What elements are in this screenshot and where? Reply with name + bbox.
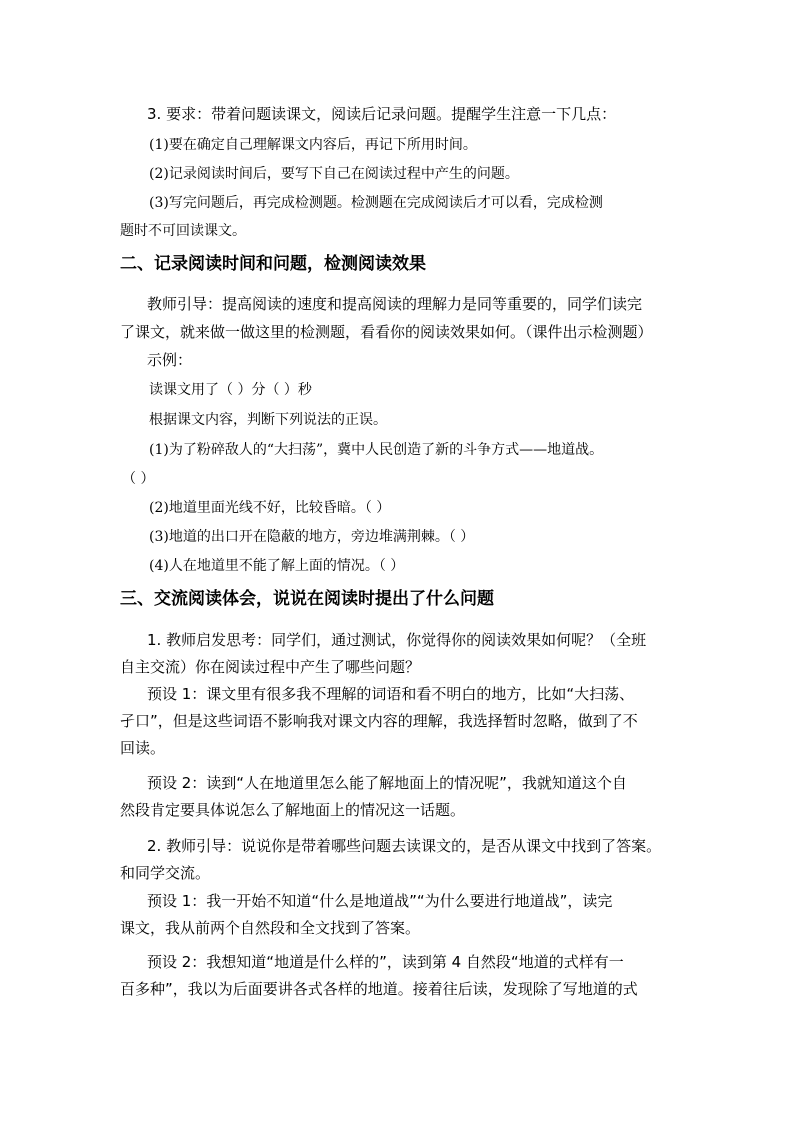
note-item-2: (2)记录阅读时间后，要写下自己在阅读过程中产生的问题。 (149, 166, 519, 182)
section-heading-2: 二、记录阅读时间和问题，检测阅读效果 (120, 254, 426, 274)
paragraph-line: 了课文，就来做一做这里的检测题，看看你的阅读效果如何。（课件出示检测题） (120, 323, 653, 341)
paragraph-line: 课文，我从前两个自然段和全文找到了答案。 (120, 919, 421, 937)
note-item-3-cont: 题时不可回读课文。 (120, 223, 246, 239)
preset-1: 预设 1：课文里有很多我不理解的词语和看不明白的地方，比如“大扫荡、 (147, 685, 635, 703)
preset-2: 预设 2：读到“人在地道里怎么能了解地面上的情况呢”，我就知道这个自 (147, 774, 627, 792)
paragraph-line: 2. 教师引导：说说你是带着哪些问题去读课文的，是否从课文中找到了答案。 (147, 837, 662, 855)
note-item-3: (3)写完问题后，再完成检测题。检测题在完成阅读后才可以看，完成检测 (149, 195, 603, 211)
paragraph-line: 1. 教师启发思考：同学们，通过测试，你觉得你的阅读效果如何呢？（全班 (147, 631, 647, 649)
preset-1b: 预设 1：我一开始不知道“什么是地道战”“为什么要进行地道战”，读完 (147, 892, 613, 910)
paragraph-line: 百多种”，我以为后面要讲各式各样的地道。接着往后读，发现除了写地道的式 (120, 980, 638, 998)
step-requirement: 3. 要求：带着问题读课文，阅读后记录问题。提醒学生注意一下几点： (147, 105, 617, 123)
paragraph-line: 回读。 (120, 739, 166, 757)
question-3: (3)地道的出口开在隐蔽的地方，旁边堆满荆棘。（ ） (149, 529, 475, 545)
example-label: 示例： (147, 351, 193, 369)
preset-2b: 预设 2：我想知道“地道是什么样的”，读到第 4 自然段“地道的式样有一 (147, 953, 624, 971)
paragraph-line: 自主交流）你在阅读过程中产生了哪些问题？ (120, 658, 421, 676)
question-2: (2)地道里面光线不好，比较昏暗。（ ） (149, 500, 391, 516)
note-item-1: (1)要在确定自己理解课文内容后，再记下所用时间。 (149, 137, 477, 153)
paragraph-line: 然段肯定要具体说怎么了解地面上的情况这一话题。 (120, 801, 466, 819)
reading-time-line: 读课文用了（ ）分（ ）秒 (149, 382, 312, 398)
section-heading-3: 三、交流阅读体会，说说在阅读时提出了什么问题 (120, 589, 494, 609)
question-1-answer-blank: （ ） (122, 471, 155, 487)
paragraph-line: 和同学交流。 (120, 864, 211, 882)
paragraph-line: 教师引导：提高阅读的速度和提高阅读的理解力是同等重要的，同学们读完 (147, 295, 643, 313)
question-1: (1)为了粉碎敌人的“大扫荡”，冀中人民创造了新的斗争方式——地道战。 (149, 442, 604, 458)
judge-instruction: 根据课文内容，判断下列说法的正误。 (149, 412, 387, 428)
question-4: (4)人在地道里不能了解上面的情况。（ ） (149, 558, 405, 574)
paragraph-line: 孑口”，但是这些词语不影响我对课文内容的理解，我选择暂时忽略，做到了不 (120, 712, 638, 730)
